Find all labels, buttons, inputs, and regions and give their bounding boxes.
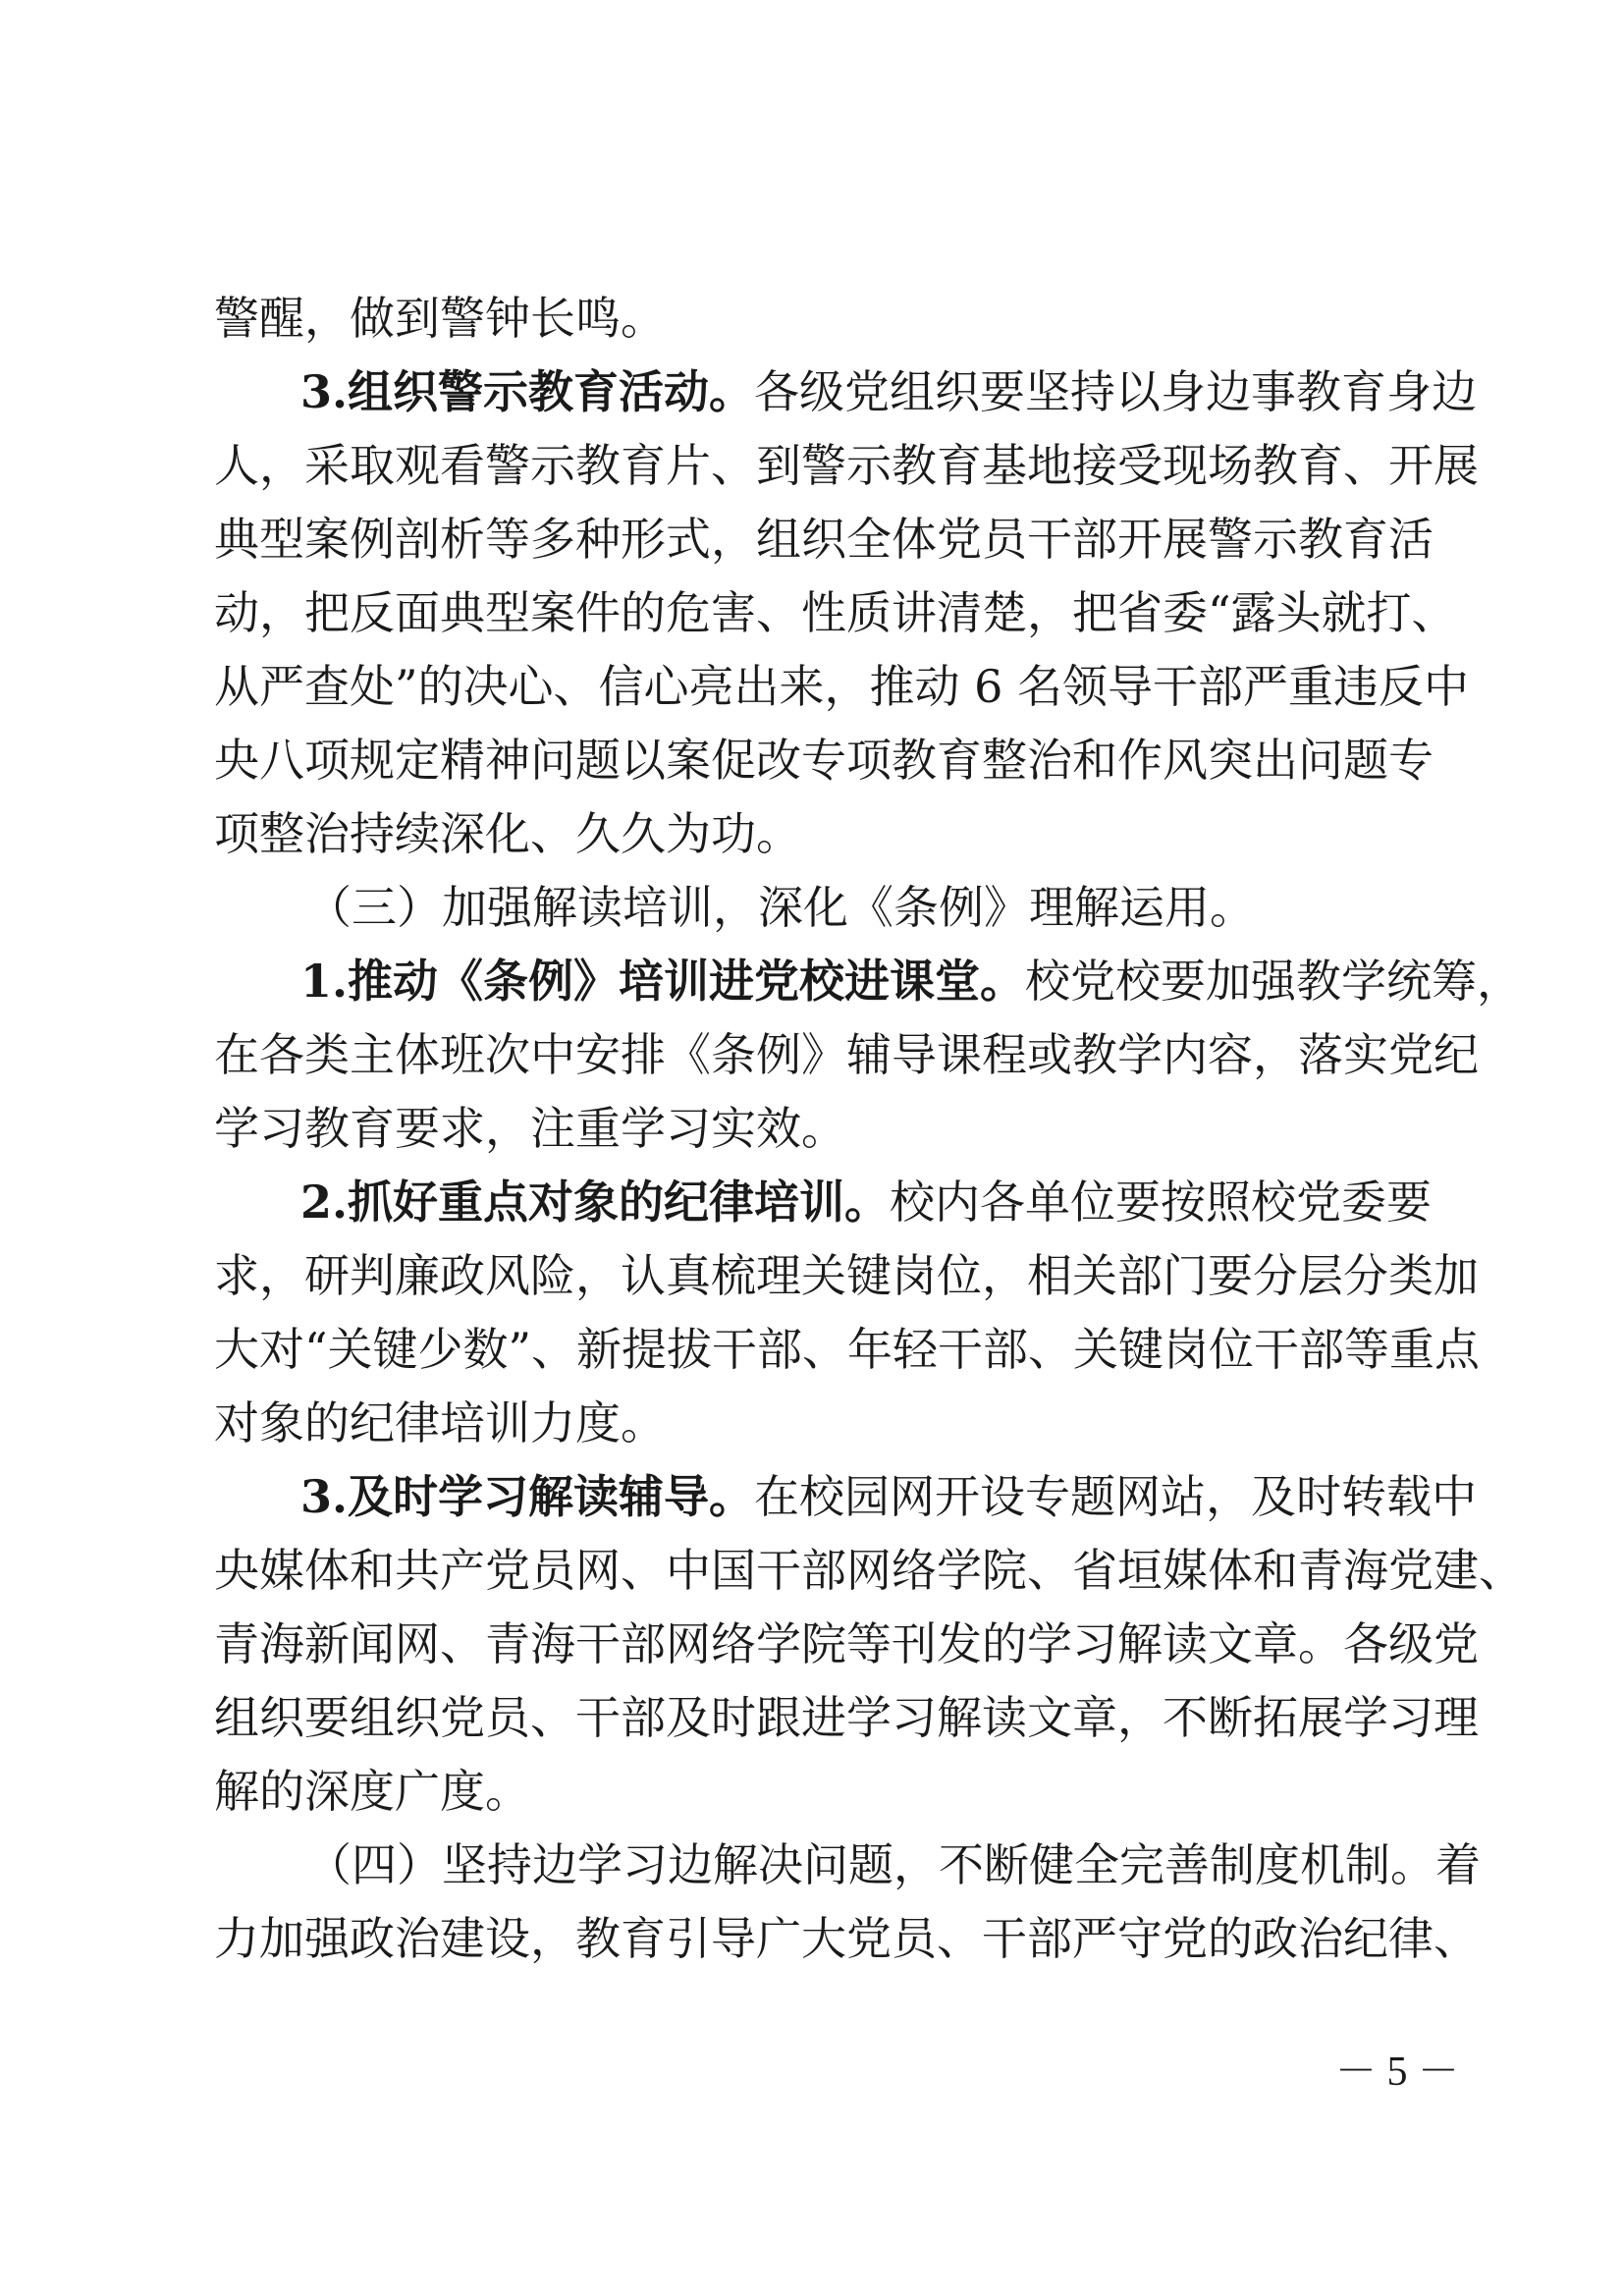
- text-line: 组织要组织党员、干部及时跟进学习解读文章，不断拓展学习理: [214, 1691, 1479, 1744]
- heading-discipline-training: 2.抓好重点对象的纪律培训。校内各单位要按照校党委要: [300, 1175, 1433, 1229]
- text-line: 人，采取观看警示教育片、到警示教育基地接受现场教育、开展: [214, 439, 1479, 492]
- section-heading-four: （四）坚持边学习边解决问题，不断健全完善制度机制。着: [306, 1838, 1481, 1891]
- text-line: 求，研判廉政风险，认真梳理关键岗位，相关部门要分层分类加: [214, 1249, 1479, 1302]
- text-line: 力加强政治建设，教育引导广大党员、干部严守党的政治纪律、: [214, 1912, 1479, 1965]
- text-line: 大对“关键少数”、新提拔干部、年轻干部、关键岗位干部等重点: [214, 1323, 1481, 1376]
- text-line: 警醒，做到警钟长鸣。: [214, 292, 666, 345]
- text-line: 学习教育要求，注重学习实效。: [214, 1102, 846, 1155]
- text-line: 从严查处”的决心、信心亮出来，推动 6 名领导干部严重违反中: [214, 660, 1470, 713]
- text-line: 解的深度广度。: [214, 1765, 530, 1818]
- text-line: 动，把反面典型案件的危害、性质讲清楚，把省委“露头就打、: [214, 586, 1457, 639]
- section-heading-three: （三）加强解读培训，深化《条例》理解运用。: [306, 881, 1255, 934]
- page-number: － 5 －: [1335, 2050, 1460, 2095]
- heading-regulation-training: 1.推动《条例》培训进党校进课堂。校党校要加强教学统筹，: [300, 955, 1523, 1008]
- heading-organize-warning-education: 3.组织警示教育活动。各级党组织要坚持以身边事教育身边: [300, 365, 1478, 418]
- text-line: 典型案例剖析等多种形式，组织全体党员干部开展警示教育活: [214, 513, 1434, 566]
- text-line: 青海新闻网、青海干部网络学院等刊发的学习解读文章。各级党: [214, 1617, 1479, 1670]
- text-line: 项整治持续深化、久久为功。: [214, 807, 801, 860]
- text-line: 在各类主体班次中安排《条例》辅导课程或教学内容，落实党纪: [214, 1028, 1479, 1081]
- text-line: 央媒体和共产党员网、中国干部网络学院、省垣媒体和青海党建、: [214, 1544, 1524, 1597]
- heading-study-guidance: 3.及时学习解读辅导。在校园网开设专题网站，及时转载中: [300, 1470, 1478, 1523]
- text-line: 央八项规定精神问题以案促改专项教育整治和作风突出问题专: [214, 734, 1434, 787]
- text-line: 对象的纪律培训力度。: [214, 1396, 666, 1449]
